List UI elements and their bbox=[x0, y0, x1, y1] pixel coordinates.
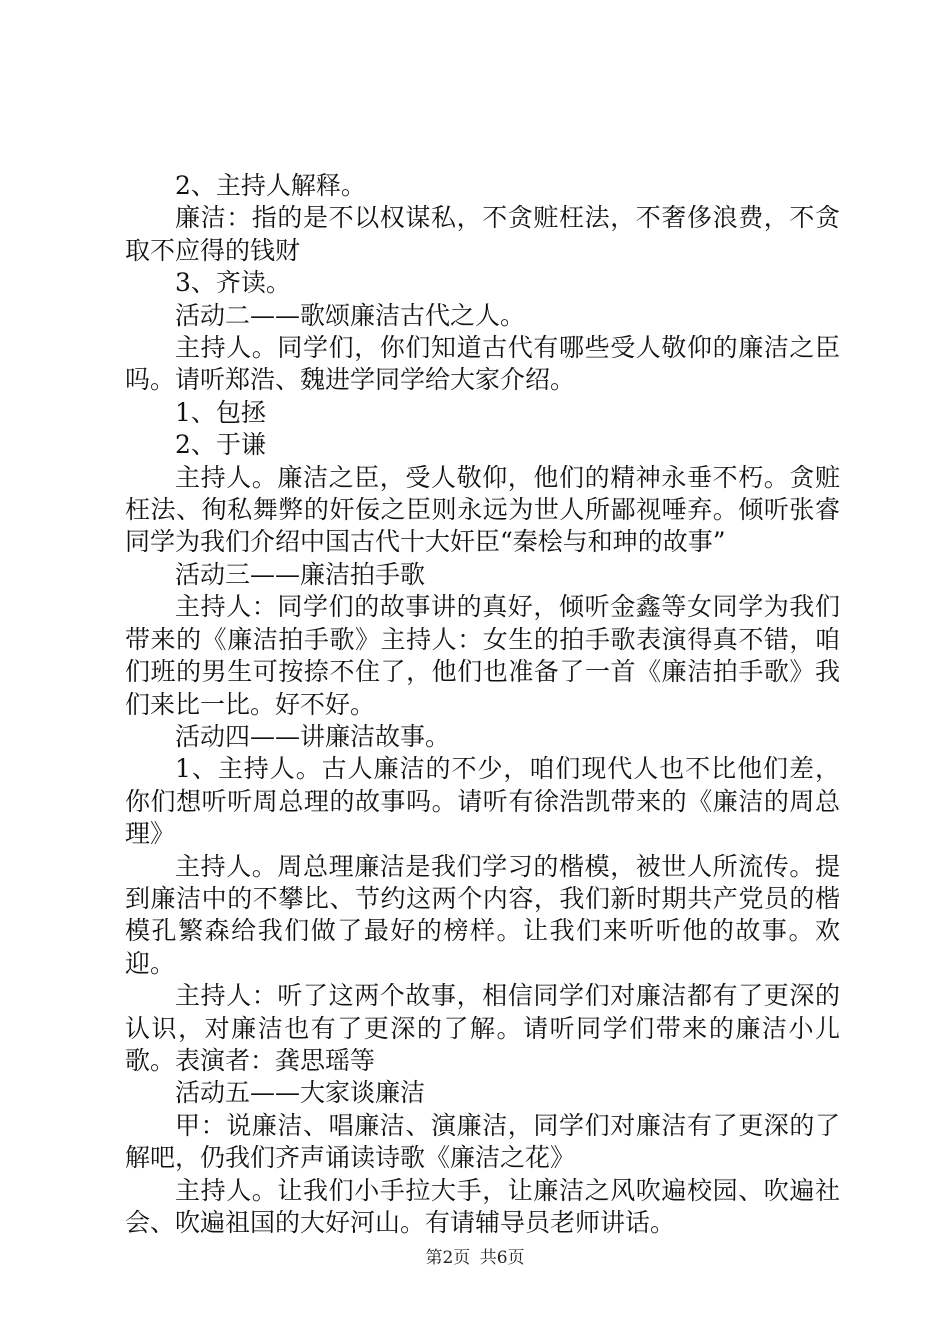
paragraph: 甲：说廉洁、唱廉洁、演廉洁，同学们对廉洁有了更深的了解吧，仍我们齐声诵读诗歌《廉洁之花》 bbox=[125, 1110, 840, 1173]
paragraph: 活动四——讲廉洁故事。 bbox=[175, 721, 451, 751]
paragraph: 3、齐读。 bbox=[175, 268, 291, 298]
document-body bbox=[125, 170, 840, 1239]
paragraph: 1、主持人。古人廉洁的不少，咱们现代人也不比他们差，你们想听听周总理的故事吗。请听有徐浩凯带来的《廉洁的周总理》 bbox=[125, 754, 840, 849]
paragraph: 活动三——廉洁拍手歌 bbox=[175, 559, 426, 589]
paragraph: 主持人。同学们，你们知道古代有哪些受人敬仰的廉洁之臣吗。请听郑浩、魏进学同学给大家介绍。 bbox=[125, 333, 840, 395]
page-footer bbox=[0, 1243, 950, 1268]
paragraph: 2、主持人解释。 bbox=[175, 171, 366, 200]
paragraph: 2、于谦 bbox=[175, 430, 266, 460]
page-total: 共6页 bbox=[479, 1248, 525, 1268]
paragraph: 主持人：同学们的故事讲的真好，倾听金鑫等女同学为我们带来的《廉洁拍手歌》主持人：女生的拍手歌表演得真不错，咱们班的男生可按捺不住了，他们也准备了一首《廉洁拍手歌》我们来比一比。好不好。 bbox=[125, 592, 840, 719]
paragraph: 廉洁：指的是不以权谋私，不贪赃枉法，不奢侈浪费，不贪取不应得的钱财 bbox=[125, 203, 840, 265]
page-number: 第2页 bbox=[425, 1248, 471, 1268]
paragraph: 主持人。让我们小手拉大手，让廉洁之风吹遍校园、吹遍社会、吹遍祖国的大好河山。有请辅导员老师讲话。 bbox=[125, 1175, 840, 1237]
paragraph: 主持人：听了这两个故事，相信同学们对廉洁都有了更深的认识，对廉洁也有了更深的了解。请听同学们带来的廉洁小儿歌。表演者：龚思瑶等 bbox=[125, 981, 840, 1075]
paragraph: 活动二——歌颂廉洁古代之人。 bbox=[175, 300, 526, 330]
paragraph: 活动五——大家谈廉洁 bbox=[175, 1078, 426, 1108]
paragraph: 主持人。周总理廉洁是我们学习的楷模，被世人所流传。提到廉洁中的不攀比、节约这两个内容，我们新时期共产党员的楷模孔繁森给我们做了最好的榜样。让我们来听听他的故事。欢迎。 bbox=[125, 851, 840, 978]
paragraph: 主持人。廉洁之臣，受人敬仰，他们的精神永垂不朽。贪赃枉法、徇私舞弊的奸佞之臣则永远为世人所鄙视唾弃。倾听张睿同学为我们介绍中国古代十大奸臣“秦桧与和珅的故事” bbox=[125, 462, 840, 557]
paragraph: 1、包拯 bbox=[175, 397, 266, 427]
